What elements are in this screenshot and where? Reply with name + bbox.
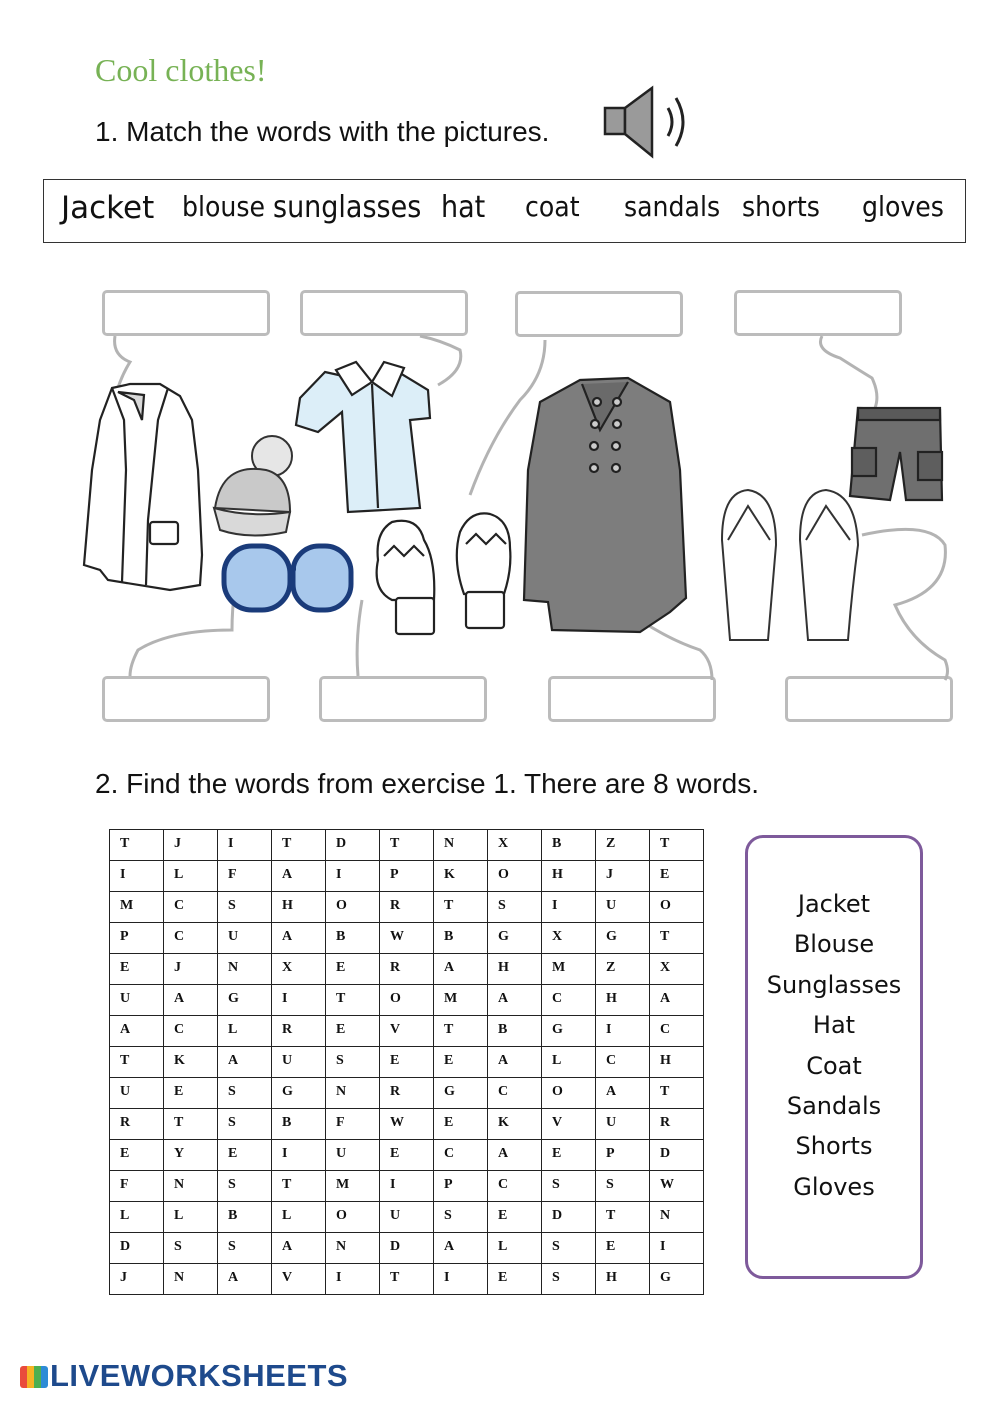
grid-cell[interactable]: K	[164, 1047, 218, 1078]
grid-cell[interactable]: R	[380, 1078, 434, 1109]
grid-cell[interactable]: H	[650, 1047, 704, 1078]
grid-cell[interactable]: E	[596, 1233, 650, 1264]
grid-cell[interactable]: E	[434, 1047, 488, 1078]
grid-cell[interactable]: P	[596, 1140, 650, 1171]
grid-row	[110, 954, 704, 985]
grid-cell[interactable]: Y	[164, 1140, 218, 1171]
grid-cell[interactable]: N	[326, 1078, 380, 1109]
grid-cell[interactable]: F	[326, 1109, 380, 1140]
grid-cell[interactable]: Z	[596, 830, 650, 861]
grid-cell[interactable]: B	[326, 923, 380, 954]
grid-row	[110, 1171, 704, 1202]
grid-cell[interactable]: C	[164, 923, 218, 954]
grid-cell[interactable]: I	[110, 861, 164, 892]
grid-cell[interactable]: P	[380, 861, 434, 892]
exercise-2-heading	[95, 768, 759, 800]
grid-cell[interactable]: R	[380, 954, 434, 985]
grid-cell[interactable]: G	[542, 1016, 596, 1047]
grid-cell[interactable]: T	[110, 830, 164, 861]
grid-cell[interactable]: S	[218, 1171, 272, 1202]
grid-cell[interactable]: E	[110, 1140, 164, 1171]
grid-cell[interactable]: S	[488, 892, 542, 923]
word-list-item: Blouse	[793, 930, 875, 959]
grid-cell[interactable]: C	[488, 1171, 542, 1202]
sunglasses-picture	[224, 546, 351, 610]
grid-cell[interactable]: O	[326, 892, 380, 923]
grid-cell[interactable]: R	[380, 892, 434, 923]
grid-cell[interactable]: H	[596, 985, 650, 1016]
grid-cell[interactable]: S	[218, 1233, 272, 1264]
grid-cell[interactable]: V	[380, 1016, 434, 1047]
liveworksheets-logo	[20, 1358, 348, 1394]
grid-cell[interactable]: A	[272, 923, 326, 954]
grid-cell[interactable]: U	[380, 1202, 434, 1233]
grid-cell[interactable]: O	[650, 892, 704, 923]
grid-row	[110, 923, 704, 954]
grid-cell[interactable]: K	[434, 861, 488, 892]
grid-cell[interactable]: S	[542, 1233, 596, 1264]
grid-cell[interactable]: L	[164, 861, 218, 892]
grid-cell[interactable]: A	[596, 1078, 650, 1109]
grid-cell[interactable]: B	[542, 830, 596, 861]
grid-cell[interactable]: D	[650, 1140, 704, 1171]
grid-row	[110, 1140, 704, 1171]
word-bank-item: shorts	[742, 190, 820, 223]
grid-cell[interactable]: K	[488, 1109, 542, 1140]
grid-cell[interactable]: L	[488, 1233, 542, 1264]
grid-row	[110, 1202, 704, 1233]
grid-cell[interactable]: E	[326, 1016, 380, 1047]
grid-cell[interactable]: J	[596, 861, 650, 892]
grid-cell[interactable]: U	[326, 1140, 380, 1171]
word-list-item: Sandals	[786, 1092, 882, 1121]
grid-cell[interactable]: M	[434, 985, 488, 1016]
grid-cell[interactable]: D	[110, 1233, 164, 1264]
grid-cell[interactable]: L	[272, 1202, 326, 1233]
grid-cell[interactable]: E	[488, 1202, 542, 1233]
grid-cell[interactable]: W	[380, 923, 434, 954]
grid-cell[interactable]: B	[488, 1016, 542, 1047]
grid-cell[interactable]: T	[272, 830, 326, 861]
grid-cell[interactable]: X	[650, 954, 704, 985]
jacket-picture	[84, 384, 202, 590]
grid-cell[interactable]: F	[218, 861, 272, 892]
word-list-item: Sunglasses	[766, 970, 902, 999]
grid-cell[interactable]: A	[488, 1140, 542, 1171]
grid-cell[interactable]: E	[650, 861, 704, 892]
grid-cell[interactable]: I	[596, 1016, 650, 1047]
grid-cell[interactable]: S	[218, 1109, 272, 1140]
grid-cell[interactable]: I	[434, 1264, 488, 1295]
grid-cell[interactable]: E	[380, 1140, 434, 1171]
grid-cell[interactable]: I	[326, 1264, 380, 1295]
grid-cell[interactable]: I	[380, 1171, 434, 1202]
grid-cell[interactable]: R	[650, 1109, 704, 1140]
gloves-picture	[377, 513, 511, 634]
exercise-2-number: 2.	[95, 768, 119, 799]
grid-cell[interactable]: E	[326, 954, 380, 985]
word-bank-item: gloves	[862, 190, 944, 223]
grid-row	[110, 1047, 704, 1078]
grid-cell[interactable]: A	[164, 985, 218, 1016]
grid-cell[interactable]: M	[542, 954, 596, 985]
grid-cell[interactable]: L	[164, 1202, 218, 1233]
grid-cell[interactable]: N	[434, 830, 488, 861]
grid-cell[interactable]: A	[434, 1233, 488, 1264]
grid-cell[interactable]: I	[650, 1233, 704, 1264]
grid-cell[interactable]: B	[218, 1202, 272, 1233]
grid-cell[interactable]: V	[542, 1109, 596, 1140]
word-bank-item: sunglasses	[273, 190, 422, 225]
grid-cell[interactable]: T	[596, 1202, 650, 1233]
word-list-item: Shorts	[795, 1132, 873, 1161]
grid-cell[interactable]: T	[380, 1264, 434, 1295]
grid-cell[interactable]: E	[380, 1047, 434, 1078]
grid-cell[interactable]: C	[434, 1140, 488, 1171]
grid-cell[interactable]: U	[110, 1078, 164, 1109]
grid-cell[interactable]: S	[164, 1233, 218, 1264]
grid-cell[interactable]: Z	[596, 954, 650, 985]
grid-cell[interactable]: O	[326, 1202, 380, 1233]
exercise-1-instruction: Match the words with the pictures.	[126, 116, 550, 147]
grid-cell[interactable]: E	[434, 1109, 488, 1140]
grid-cell[interactable]: C	[164, 892, 218, 923]
grid-cell[interactable]: O	[488, 861, 542, 892]
grid-cell[interactable]: R	[272, 1016, 326, 1047]
grid-cell[interactable]: N	[164, 1171, 218, 1202]
grid-cell[interactable]: T	[650, 830, 704, 861]
grid-cell[interactable]: U	[218, 923, 272, 954]
grid-cell[interactable]: I	[218, 830, 272, 861]
word-search-grid	[109, 829, 704, 1295]
grid-cell[interactable]: I	[272, 1140, 326, 1171]
grid-cell[interactable]: E	[542, 1140, 596, 1171]
grid-row	[110, 1233, 704, 1264]
logo-text: LIVEWORKSHEETS	[50, 1358, 349, 1393]
coat-picture	[524, 378, 686, 632]
grid-cell[interactable]: T	[434, 892, 488, 923]
grid-cell[interactable]: I	[326, 861, 380, 892]
grid-cell[interactable]: G	[272, 1078, 326, 1109]
grid-cell[interactable]: N	[218, 954, 272, 985]
grid-cell[interactable]: I	[542, 892, 596, 923]
grid-cell[interactable]: T	[434, 1016, 488, 1047]
grid-row	[110, 861, 704, 892]
grid-cell[interactable]: G	[434, 1078, 488, 1109]
grid-cell[interactable]: C	[488, 1078, 542, 1109]
grid-cell[interactable]: E	[488, 1264, 542, 1295]
grid-cell[interactable]: U	[110, 985, 164, 1016]
page-title: Cool clothes!	[95, 52, 267, 88]
grid-cell[interactable]: S	[218, 1078, 272, 1109]
grid-cell[interactable]: W	[380, 1109, 434, 1140]
grid-cell[interactable]: S	[596, 1171, 650, 1202]
grid-cell[interactable]: B	[434, 923, 488, 954]
logo-icon	[20, 1366, 48, 1388]
grid-cell[interactable]: S	[218, 892, 272, 923]
grid-cell[interactable]: H	[272, 892, 326, 923]
exercise-2-instruction: Find the words from exercise 1. There are 8 words.	[126, 768, 759, 799]
grid-cell[interactable]: M	[326, 1171, 380, 1202]
grid-cell[interactable]: G	[650, 1264, 704, 1295]
grid-cell[interactable]: O	[380, 985, 434, 1016]
word-bank-item: hat	[441, 190, 486, 225]
grid-cell[interactable]: R	[110, 1109, 164, 1140]
hat-picture	[214, 436, 292, 536]
grid-row	[110, 1078, 704, 1109]
grid-cell[interactable]: A	[488, 985, 542, 1016]
grid-cell[interactable]: T	[110, 1047, 164, 1078]
grid-cell[interactable]: A	[650, 985, 704, 1016]
grid-cell[interactable]: L	[542, 1047, 596, 1078]
grid-cell[interactable]: C	[650, 1016, 704, 1047]
grid-cell[interactable]: T	[326, 985, 380, 1016]
grid-cell[interactable]: A	[110, 1016, 164, 1047]
grid-cell[interactable]: S	[326, 1047, 380, 1078]
grid-cell[interactable]: G	[488, 923, 542, 954]
word-list-item: Jacket	[797, 890, 871, 918]
grid-cell[interactable]: I	[272, 985, 326, 1016]
grid-cell[interactable]: J	[164, 830, 218, 861]
grid-cell[interactable]: A	[272, 861, 326, 892]
grid-cell[interactable]: U	[596, 1109, 650, 1140]
grid-cell[interactable]: J	[164, 954, 218, 985]
grid-cell[interactable]: G	[596, 923, 650, 954]
exercise-1-number: 1.	[95, 116, 119, 147]
grid-row	[110, 985, 704, 1016]
grid-cell[interactable]: T	[650, 923, 704, 954]
grid-cell[interactable]: A	[434, 954, 488, 985]
grid-row	[110, 1264, 704, 1295]
grid-cell[interactable]: C	[164, 1016, 218, 1047]
grid-cell[interactable]: U	[272, 1047, 326, 1078]
grid-cell[interactable]: T	[380, 830, 434, 861]
grid-cell[interactable]: E	[218, 1140, 272, 1171]
grid-cell[interactable]: D	[326, 830, 380, 861]
grid-row	[110, 1016, 704, 1047]
grid-row	[110, 892, 704, 923]
sandals-picture	[722, 490, 858, 640]
word-bank-item: coat	[525, 190, 580, 223]
blouse-picture	[296, 362, 430, 512]
grid-row	[110, 830, 704, 861]
grid-cell[interactable]: D	[380, 1233, 434, 1264]
grid-cell[interactable]: C	[596, 1047, 650, 1078]
word-bank-item: Jacket	[61, 190, 155, 226]
grid-cell[interactable]: N	[326, 1233, 380, 1264]
grid-cell[interactable]: M	[110, 892, 164, 923]
word-list-item: Coat	[806, 1051, 862, 1080]
grid-cell[interactable]: S	[542, 1171, 596, 1202]
grid-cell[interactable]: A	[218, 1047, 272, 1078]
grid-cell[interactable]: S	[542, 1264, 596, 1295]
grid-cell[interactable]: P	[434, 1171, 488, 1202]
grid-cell[interactable]: H	[596, 1264, 650, 1295]
word-list-item: Hat	[812, 1011, 856, 1040]
grid-cell[interactable]: W	[650, 1171, 704, 1202]
grid-cell[interactable]: T	[650, 1078, 704, 1109]
grid-cell[interactable]: A	[272, 1233, 326, 1264]
grid-row	[110, 1109, 704, 1140]
grid-cell[interactable]: V	[272, 1264, 326, 1295]
grid-cell[interactable]: L	[218, 1016, 272, 1047]
grid-cell[interactable]: C	[542, 985, 596, 1016]
grid-cell[interactable]: A	[488, 1047, 542, 1078]
word-bank-item: blouse	[182, 190, 266, 223]
grid-cell[interactable]: X	[272, 954, 326, 985]
grid-cell[interactable]: E	[164, 1078, 218, 1109]
grid-cell[interactable]: X	[488, 830, 542, 861]
grid-cell[interactable]: X	[542, 923, 596, 954]
word-list-box	[745, 835, 923, 1279]
grid-cell[interactable]: D	[542, 1202, 596, 1233]
word-list-item: Gloves	[793, 1172, 875, 1201]
word-bank-item: sandals	[624, 190, 721, 223]
grid-cell[interactable]: F	[110, 1171, 164, 1202]
grid-cell[interactable]: S	[434, 1202, 488, 1233]
grid-cell[interactable]: H	[488, 954, 542, 985]
grid-cell[interactable]: J	[110, 1264, 164, 1295]
grid-cell[interactable]: H	[542, 861, 596, 892]
grid-cell[interactable]: T	[272, 1171, 326, 1202]
grid-cell[interactable]: P	[110, 923, 164, 954]
grid-cell[interactable]: G	[218, 985, 272, 1016]
grid-cell[interactable]: T	[164, 1109, 218, 1140]
shorts-picture	[850, 408, 942, 500]
grid-cell[interactable]: B	[272, 1109, 326, 1140]
grid-cell[interactable]: A	[218, 1264, 272, 1295]
grid-cell[interactable]: O	[542, 1078, 596, 1109]
grid-cell[interactable]: U	[596, 892, 650, 923]
grid-cell[interactable]: E	[110, 954, 164, 985]
grid-cell[interactable]: L	[110, 1202, 164, 1233]
grid-cell[interactable]: N	[164, 1264, 218, 1295]
grid-cell[interactable]: N	[650, 1202, 704, 1233]
